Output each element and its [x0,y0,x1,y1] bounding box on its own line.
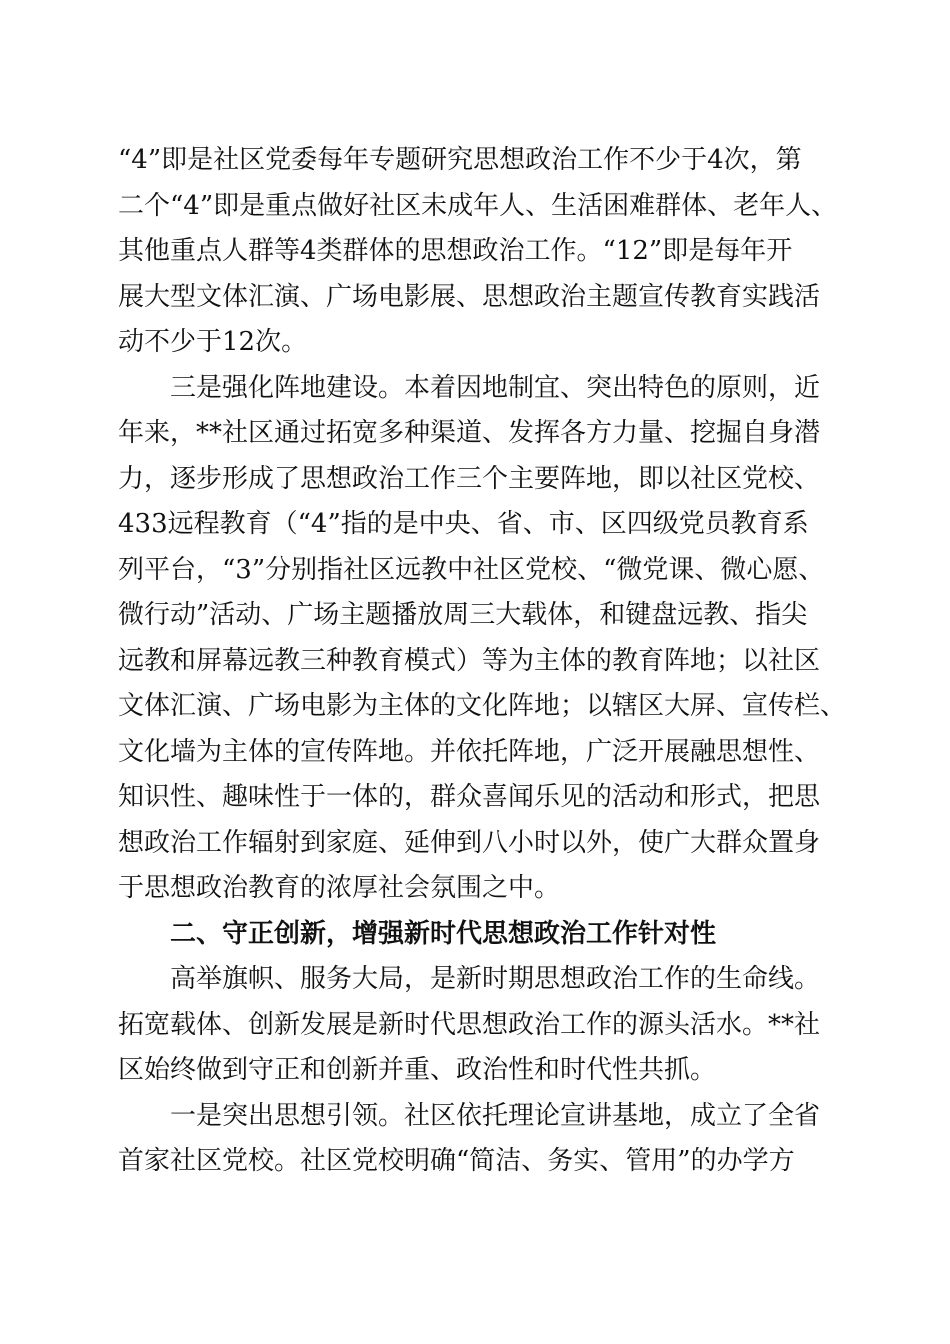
section-heading: 二、守正创新，增强新时代思想政治工作针对性 [170,918,717,949]
text-line-23: 首家社区党校。社区党校明确“简洁、务实、管用”的办学方 [118,1146,795,1176]
document-body [118,138,847,1185]
text-line-8: 力，逐步形成了思想政治工作三个主要阵地，即以社区党校、 [118,463,821,494]
text-line-2: 二个“4”即是重点做好社区未成年人、生活困难群体、老年人、 [118,190,838,221]
text-line-12: 远教和屏幕远教三种教育模式）等为主体的教育阵地；以社区 [118,645,821,676]
text-line-10: 列平台，“3”分别指社区远教中社区党校、“微党课、微心愿、 [118,554,825,585]
text-line-4: 展大型文体汇演、广场电影展、思想政治主题宣传教育实践活 [118,281,821,312]
text-line-5: 动不少于12次。 [118,327,308,357]
text-line-1: “4”即是社区党委每年专题研究思想政治工作不少于4次，第 [118,145,802,175]
text-line-9: 433远程教育（“4”指的是中央、省、市、区四级党员教育系 [118,509,809,539]
text-line-17: 于思想政治教育的浓厚社会氛围之中。 [118,873,561,903]
paragraph-start-line: 高举旗帜、服务大局，是新时期思想政治工作的生命线。 [170,964,821,994]
text-line-11: 微行动”活动、广场主题播放周三大载体，和键盘远教、指尖 [118,600,808,630]
paragraph-start-line: 一是突出思想引领。社区依托理论宣讲基地，成立了全省 [170,1100,821,1131]
text-line-7: 年来，**社区通过拓宽多种渠道、发挥各方力量、挖掘自身潜 [118,418,821,448]
text-line-3: 其他重点人群等4类群体的思想政治工作。“12”即是每年开 [118,236,793,266]
text-line-13: 文体汇演、广场电影为主体的文化阵地；以辖区大屏、宣传栏、 [118,691,847,721]
text-line-16: 想政治工作辐射到家庭、延伸到八小时以外，使广大群众置身 [118,827,821,858]
text-line-14: 文化墙为主体的宣传阵地。并依托阵地，广泛开展融思想性、 [118,736,821,767]
text-line-15: 知识性、趣味性于一体的，群众喜闻乐见的活动和形式，把思 [118,782,821,812]
text-line-21: 区始终做到守正和创新并重、政治性和时代性共抓。 [118,1055,717,1085]
paragraph-start-line: 三是强化阵地建设。本着因地制宜、突出特色的原则，近 [170,372,821,403]
text-line-20: 拓宽载体、创新发展是新时代思想政治工作的源头活水。**社 [118,1009,821,1040]
